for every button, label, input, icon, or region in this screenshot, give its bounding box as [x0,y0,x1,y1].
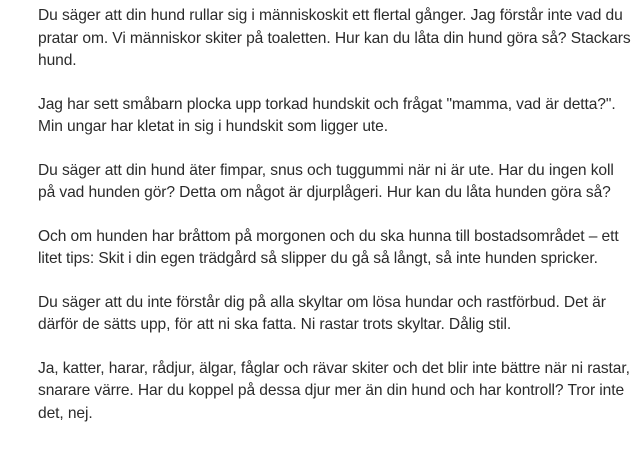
paragraph-5: Du säger att du inte förstår dig på alla skyltar om lösa hundar och rastförbud. Det är därför de sätts upp, för att ni ska fatta. Ni rastar trots skyltar. Dålig stil. [38,293,606,333]
paragraph-1: Du säger att din hund rullar sig i människoskit ett flertal gånger. Jag förstår inte vad du pratar om. Vi människor skiter på toaletten. Hur kan du låta din hund göra så? Stackars hund. [38,7,631,69]
paragraph-3: Du säger att din hund äter fimpar, snus och tuggummi när ni är ute. Har du ingen koll på vad hunden gör? Detta om något är djurplågeri. Hur kan du låta hunden göra så? [38,161,614,201]
article-body [38,5,634,446]
paragraph-4: Och om hunden har bråttom på morgonen och du ska hunna till bostadsområdet – ett litet tips: Skit i din egen trädgård så slipper du gå så långt, så inte hunden spricker. [38,227,619,267]
paragraph-6: Ja, katter, harar, rådjur, älgar, fåglar och rävar skiter och det blir inte bättre när ni rastar, snarare värre. Har du koppel på dessa djur mer än din hund och har kontroll? Tror inte det, nej. [38,359,630,422]
paragraph-2: Jag har sett småbarn plocka upp torkad hundskit och frågat "mamma, vad är detta?". Min ungar har kletat in sig i hundskit som ligger ute. [38,95,616,135]
